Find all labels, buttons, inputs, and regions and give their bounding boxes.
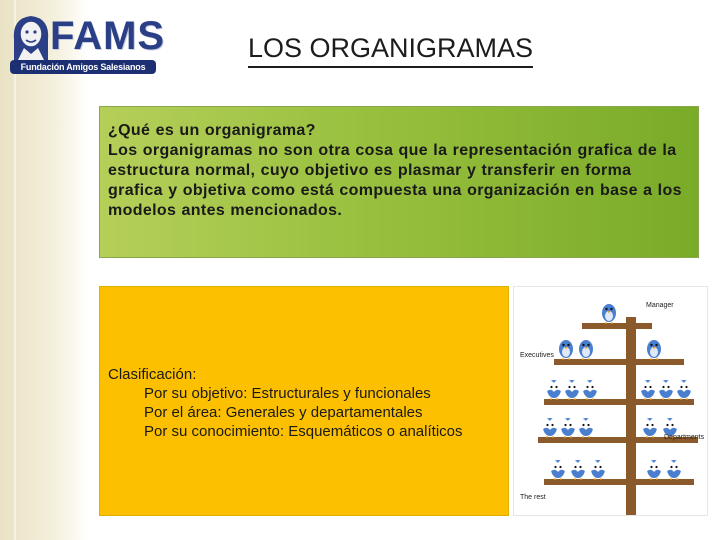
manager-bird — [602, 304, 616, 324]
label-departments: Departments — [664, 434, 705, 441]
branch-executives — [554, 359, 684, 365]
department-bird — [643, 418, 657, 438]
label-manager: Manager — [646, 302, 674, 309]
middle-bird — [677, 380, 691, 400]
definition-text: Los organigramas no son otra cosa que la representación grafica de la estructura normal, cuyo objetivo es plasmar y transferir en forma grafica y objetiva como está compuesta una organización en base a los modelos antes mencionados. — [108, 142, 682, 219]
executive-bird — [647, 340, 661, 360]
classification-heading: Clasificación: — [108, 366, 197, 383]
middle-bird — [659, 380, 673, 400]
logo-brand-text: FAMS — [50, 14, 166, 58]
definition-box — [99, 106, 699, 258]
classification-item: Por su objetivo: Estructurales y funcionales — [144, 385, 431, 402]
branch-middle — [544, 399, 694, 405]
classification-item: Por el área: Generales y departamentales — [144, 404, 423, 421]
bird-tree-image — [514, 287, 708, 516]
left-band-line — [14, 0, 16, 540]
rest-bird — [647, 460, 661, 480]
label-the-rest: The rest — [520, 494, 546, 501]
org-tree-illustration — [513, 286, 708, 516]
department-bird — [579, 418, 593, 438]
page-title: LOS ORGANIGRAMAS — [248, 32, 533, 68]
founder-portrait-icon — [8, 10, 54, 62]
executive-bird — [579, 340, 593, 360]
label-executives: Executives — [520, 352, 554, 359]
department-bird — [543, 418, 557, 438]
middle-bird — [641, 380, 655, 400]
logo-subtitle: Fundación Amigos Salesianos — [10, 60, 156, 74]
branch-manager — [582, 323, 652, 329]
middle-bird — [583, 380, 597, 400]
middle-bird — [547, 380, 561, 400]
rest-bird — [551, 460, 565, 480]
executive-bird — [559, 340, 573, 360]
definition-question: ¿Qué es un organigrama? — [108, 122, 316, 139]
tree-trunk — [626, 317, 636, 516]
rest-bird — [571, 460, 585, 480]
department-bird — [561, 418, 575, 438]
fams-logo — [6, 10, 166, 74]
rest-bird — [667, 460, 681, 480]
classification-box — [99, 286, 509, 516]
rest-bird — [591, 460, 605, 480]
middle-bird — [565, 380, 579, 400]
classification-item: Por su conocimiento: Esquemáticos o analíticos — [144, 423, 463, 440]
